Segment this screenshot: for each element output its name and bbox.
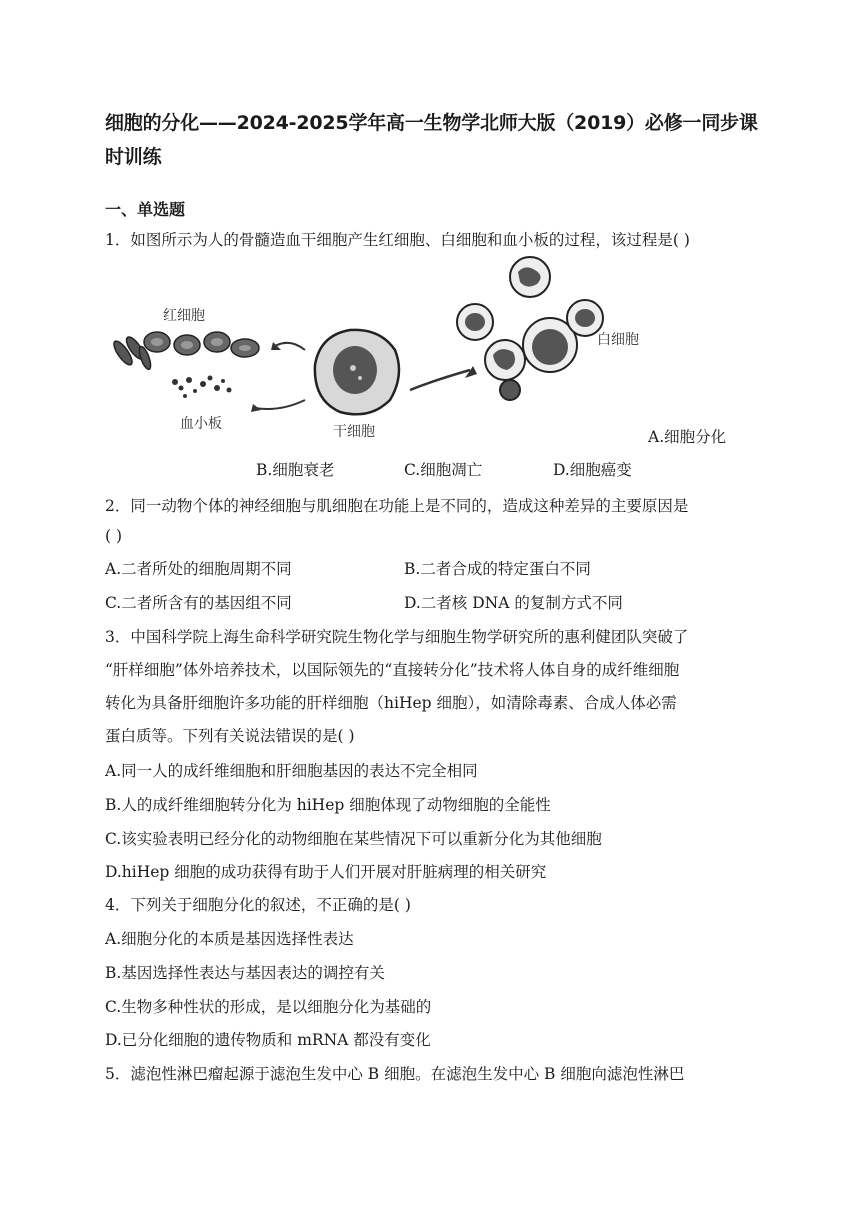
platelets-illustration xyxy=(172,376,232,399)
q1-option-a: A.细胞分化 xyxy=(648,428,727,446)
q4-option-b: B.基因选择性表达与基因表达的调控有关 xyxy=(105,964,385,982)
section-heading: 一、单选题 xyxy=(105,200,186,219)
question-3-stem-line-1: 3．中国科学院上海生命科学研究院生物化学与细胞生物学研究所的惠利健团队突破了 xyxy=(105,628,689,646)
question-3-stem-line-4: 蛋白质等。下列有关说法错误的是( ) xyxy=(105,727,355,745)
q3-option-a: A.同一人的成纤维细胞和肝细胞基因的表达不完全相同 xyxy=(105,762,478,780)
question-5-stem: 5．滤泡性淋巴瘤起源于滤泡生发中心 B 细胞。在滤泡生发中心 B 细胞向滤泡性淋巴 xyxy=(105,1065,685,1083)
q2-option-a: A.二者所处的细胞周期不同 xyxy=(105,560,292,578)
q1-option-c: C.细胞凋亡 xyxy=(404,461,483,479)
q4-option-d: D.已分化细胞的遗传物质和 mRNA 都没有变化 xyxy=(105,1031,431,1049)
q2-option-b: B.二者合成的特定蛋白不同 xyxy=(404,560,591,578)
question-2-stem: 2．同一动物个体的神经细胞与肌细胞在功能上是不同的，造成这种差异的主要原因是 xyxy=(105,497,689,515)
question-3-stem-line-2: “肝样细胞”体外培养技术，以国际领先的“直接转分化”技术将人体自身的成纤维细胞 xyxy=(105,661,680,679)
figure-label-red: 红细胞 xyxy=(163,308,205,324)
q3-option-c: C.该实验表明已经分化的动物细胞在某些情况下可以重新分化为其他细胞 xyxy=(105,830,602,848)
arrow-to-white-icon xyxy=(410,370,470,390)
q4-option-c: C.生物多种性状的形成，是以细胞分化为基础的 xyxy=(105,998,432,1016)
q1-option-d: D.细胞癌变 xyxy=(553,461,632,479)
question-2-stem-cont: ( ) xyxy=(105,527,123,545)
question-1-stem: 1．如图所示为人的骨髓造血干细胞产生红细胞、白细胞和血小板的过程，该过程是( ) xyxy=(105,231,690,249)
hematopoiesis-figure xyxy=(105,250,665,450)
q1-option-b: B.细胞衰老 xyxy=(256,461,335,479)
q3-option-b: B.人的成纤维细胞转分化为 hiHep 细胞体现了动物细胞的全能性 xyxy=(105,796,551,814)
figure-label-platelet: 血小板 xyxy=(180,416,222,432)
question-3-stem-line-3: 转化为具备肝细胞许多功能的肝样细胞（hiHep 细胞），如清除毒素、合成人体必需 xyxy=(105,694,677,712)
arrow-to-platelet-icon xyxy=(255,400,305,409)
red-blood-cells-illustration xyxy=(111,332,259,371)
q3-option-d: D.hiHep 细胞的成功获得有助于人们开展对肝脏病理的相关研究 xyxy=(105,863,547,881)
question-4-stem: 4．下列关于细胞分化的叙述，不正确的是( ) xyxy=(105,896,411,914)
figure-label-stem: 干细胞 xyxy=(333,424,375,440)
q2-option-c: C.二者所含有的基因组不同 xyxy=(105,594,292,612)
q4-option-a: A.细胞分化的本质是基因选择性表达 xyxy=(105,930,354,948)
q2-option-d: D.二者核 DNA 的复制方式不同 xyxy=(404,594,623,612)
white-blood-cells-illustration xyxy=(457,257,603,400)
figure-label-white: 白细胞 xyxy=(597,332,639,348)
stem-cell-illustration xyxy=(315,330,399,414)
document-title: 细胞的分化——2024-2025学年高一生物学北师大版（2019）必修一同步课时训练 xyxy=(105,112,758,168)
